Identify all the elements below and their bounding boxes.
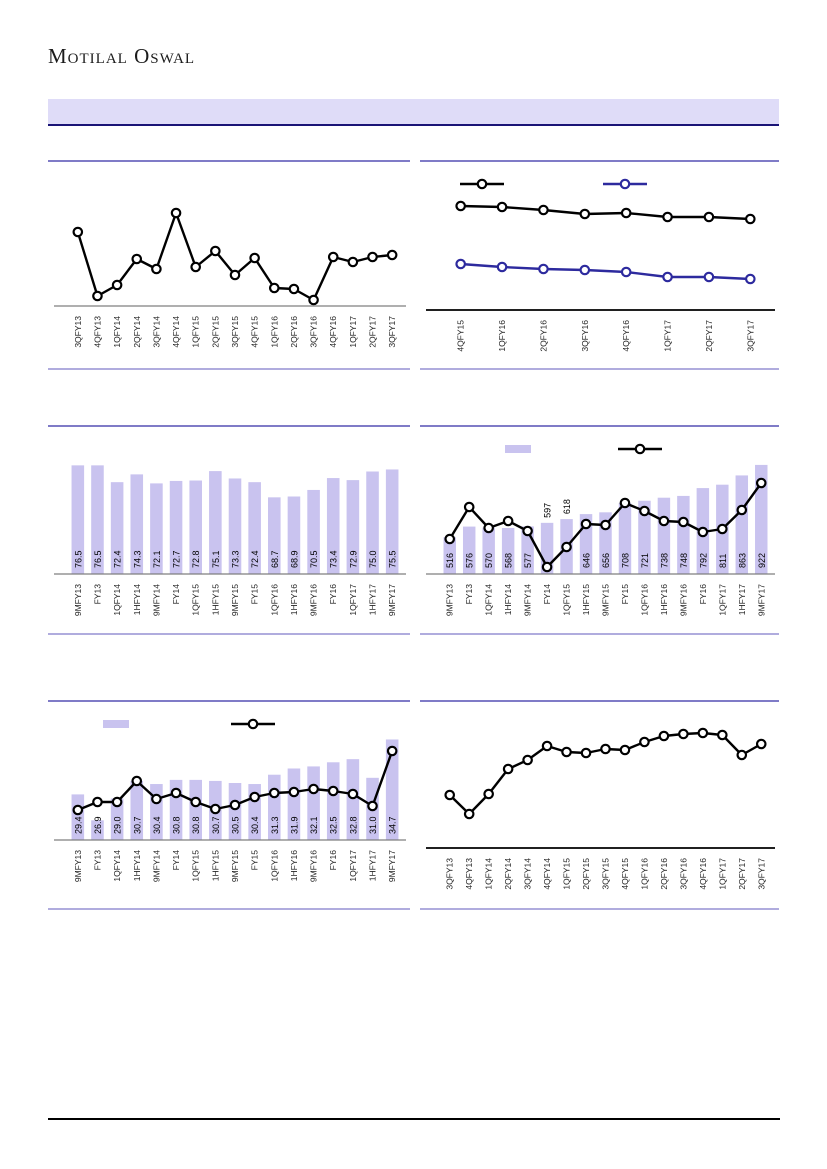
legend-line-marker [249,720,257,728]
x-tick-label: 1QFY16 [639,858,650,890]
footer-divider [48,1118,780,1120]
data-point-marker [757,479,765,487]
bar-value-label: 29.4 [73,816,84,834]
data-point-marker [660,732,668,740]
data-point-marker [465,810,473,818]
data-point-marker [679,730,687,738]
x-tick-label: 2QFY16 [538,320,549,352]
data-point-marker [446,791,454,799]
x-tick-label: 1QFY17 [347,850,358,882]
data-point-marker [562,543,570,551]
bar-value-label: 738 [659,552,670,568]
data-point-marker [388,747,396,755]
x-tick-label: FY16 [697,584,708,605]
x-tick-label: 2QFY17 [736,858,747,890]
data-point-marker [446,535,454,543]
company-logo: Motilal Oswal [48,44,196,68]
data-point-marker [757,740,765,748]
chart-panel-value-combo [420,425,779,635]
x-tick-label: 1HFY17 [367,584,378,616]
bar-value-label: 748 [678,552,689,568]
data-point-marker [172,209,180,217]
x-tick-label: 4QFY15 [455,320,466,352]
bar-value-label: 516 [445,552,456,568]
chart-canvas [48,427,410,633]
data-point-marker [250,254,258,262]
data-point-marker [746,275,754,283]
data-point-marker [152,265,160,273]
title-banner [48,99,779,126]
x-tick-label: 3QFY17 [756,858,767,890]
data-point-marker [718,731,726,739]
x-tick-label: 4QFY14 [171,316,182,348]
x-tick-label: FY16 [328,850,339,871]
x-tick-label: 9MFY14 [151,850,162,883]
data-point-marker [133,255,141,263]
data-point-marker [349,790,357,798]
data-point-marker [498,203,506,211]
data-point-marker [622,268,630,276]
x-tick-label: 1QFY17 [347,584,358,616]
bar-value-label: 29.0 [112,816,123,834]
chart-panel-quarterly-metric [48,160,410,370]
x-tick-label: 3QFY14 [522,858,533,890]
x-tick-label: 3QFY13 [72,316,83,348]
data-point-marker [211,805,219,813]
bar-value-label: 73.3 [230,550,241,568]
x-tick-label: 9MFY15 [600,584,611,617]
x-tick-label: 9MFY13 [72,850,83,883]
data-point-marker [582,749,590,757]
bar-value-label: 30.4 [250,816,261,834]
x-tick-label: 1HFY17 [736,584,747,616]
data-point-marker [523,756,531,764]
bar-value-label: 31.0 [368,816,379,834]
x-tick-label: 1QFY14 [483,858,494,890]
bar-value-label: 597 [542,502,553,518]
bar-value-label: 30.4 [151,816,162,834]
bar-value-label: 72.9 [348,550,359,568]
x-tick-label: 9MFY17 [387,584,398,617]
x-tick-label: 1QFY15 [561,858,572,890]
bar-value-label: 577 [523,552,534,568]
x-tick-label: 1QFY14 [112,850,123,882]
bar-value-label: 76.5 [92,550,103,568]
x-tick-label: FY15 [249,850,260,871]
x-tick-label: FY14 [171,850,182,871]
x-tick-label: 1QFY15 [190,850,201,882]
x-tick-label: 1QFY14 [483,584,494,616]
data-point-marker [504,765,512,773]
x-tick-label: 9MFY14 [522,584,533,617]
x-tick-label: 3QFY16 [579,320,590,352]
data-point-marker [290,285,298,293]
x-tick-label: 2QFY14 [503,858,514,890]
x-tick-label: 2QFY15 [210,316,221,348]
x-tick-label: 1QFY17 [347,316,358,348]
x-tick-label: FY14 [542,584,553,605]
data-point-marker [192,263,200,271]
bar-value-label: 73.4 [328,550,339,568]
data-point-marker [211,247,219,255]
legend-line-marker [478,180,486,188]
x-tick-label: 4QFY13 [464,858,475,890]
data-point-marker [309,785,317,793]
x-tick-label: 1HFY16 [658,584,669,616]
data-point-marker [640,507,648,515]
data-point-marker [498,263,506,271]
data-point-marker [113,281,121,289]
x-tick-label: 9MFY16 [678,584,689,617]
data-point-marker [582,520,590,528]
data-point-marker [250,793,258,801]
x-tick-label: 9MFY17 [756,584,767,617]
data-point-marker [705,213,713,221]
bar-value-label: 30.8 [191,816,202,834]
data-point-marker [543,563,551,571]
chart-panel-two-line-series [420,160,779,370]
x-tick-label: FY16 [328,584,339,605]
data-point-marker [456,260,464,268]
x-tick-label: 9MFY13 [72,584,83,617]
data-point-marker [349,258,357,266]
x-tick-label: 4QFY13 [92,316,103,348]
x-tick-label: 1HFY16 [288,584,299,616]
x-tick-label: 4QFY16 [621,320,632,352]
x-tick-label: 3QFY13 [444,858,455,890]
bar-value-label: 792 [698,552,709,568]
x-tick-label: 3QFY16 [678,858,689,890]
bar-value-label: 721 [639,552,650,568]
data-point-marker [663,273,671,281]
x-tick-label: 1QFY16 [639,584,650,616]
x-tick-label: 1HFY15 [210,850,221,882]
data-point-marker [133,777,141,785]
bar-value-label: 32.5 [328,816,339,834]
x-tick-label: 9MFY15 [230,850,240,883]
data-point-marker [705,273,713,281]
bar-value-label: 31.9 [289,816,300,834]
data-point-marker [581,210,589,218]
data-point-marker [231,801,239,809]
chart-panel-ratio-bars [48,425,410,635]
data-point-marker [74,806,82,814]
data-point-marker [746,215,754,223]
data-point-marker [660,517,668,525]
data-point-marker [309,296,317,304]
x-tick-label: 2QFY16 [288,316,299,348]
x-tick-label: 1QFY16 [269,584,280,616]
x-tick-label: 3QFY15 [600,858,611,890]
data-point-marker [699,729,707,737]
data-point-marker [581,266,589,274]
bar-value-label: 30.8 [171,816,182,834]
data-point-marker [622,209,630,217]
data-point-marker [270,789,278,797]
x-tick-label: 3QFY17 [387,316,398,348]
bar-value-label: 30.5 [230,816,241,834]
x-tick-label: 3QFY15 [230,316,240,348]
x-tick-label: 2QFY16 [658,858,669,890]
bar-value-label: 72.7 [171,550,182,568]
bar-value-label: 26.9 [92,816,103,834]
bar-value-label: 31.3 [269,816,280,834]
data-point-marker [329,253,337,261]
data-point-marker [718,525,726,533]
data-point-marker [93,292,101,300]
bar-value-label: 72.8 [191,550,202,568]
x-tick-label: 3QFY14 [151,316,162,348]
bar-value-label: 30.7 [132,816,143,834]
bar-value-label: 75.1 [210,550,221,568]
x-tick-label: 9MFY14 [151,584,162,617]
legend-line-marker [636,445,644,453]
x-tick-label: 1QFY17 [717,584,728,616]
data-point-marker [456,202,464,210]
data-point-marker [388,251,396,259]
bar-value-label: 75.0 [368,550,379,568]
x-tick-label: 4QFY14 [542,858,553,890]
bar-value-label: 646 [581,552,592,568]
data-point-marker [465,503,473,511]
data-point-marker [601,745,609,753]
data-point-marker [368,802,376,810]
x-tick-label: 2QFY17 [703,320,714,352]
bar-value-label: 74.3 [132,550,143,568]
x-tick-label: FY13 [92,584,103,605]
x-tick-label: 9MFY16 [308,850,319,883]
chart-panel-margin-combo [48,700,410,910]
x-tick-label: 1HFY15 [581,584,592,616]
data-point-marker [640,738,648,746]
bar-value-label: 570 [484,552,495,568]
x-tick-label: 1HFY16 [288,850,299,882]
bar-value-label: 863 [737,552,748,568]
data-point-marker [539,265,547,273]
bar-value-label: 34.7 [387,816,398,834]
chart-canvas [48,702,410,908]
bar-value-label: 30.7 [210,816,221,834]
data-point-marker [504,517,512,525]
bar-value-label: 68.9 [289,550,300,568]
data-point-marker [539,206,547,214]
x-tick-label: 9MFY13 [444,584,455,617]
data-point-marker [523,527,531,535]
data-line [78,213,392,300]
x-tick-label: 1QFY15 [561,584,572,616]
bar-value-label: 568 [503,552,514,568]
legend-bar-swatch [505,445,531,453]
data-point-marker [543,742,551,750]
data-point-marker [738,506,746,514]
x-tick-label: 1QFY15 [190,584,201,616]
data-point-marker [601,521,609,529]
x-tick-label: FY15 [249,584,260,605]
x-tick-label: 1HFY17 [367,850,378,882]
data-point-marker [93,798,101,806]
bar-value-label: 656 [601,552,611,568]
data-point-marker [484,524,492,532]
bar-value-label: 32.1 [309,816,320,834]
chart-canvas [420,702,779,908]
x-tick-label: 1HFY15 [210,584,221,616]
bar-value-label: 70.5 [309,550,320,568]
x-tick-label: 1QFY14 [112,316,123,348]
x-tick-label: 4QFY16 [697,858,708,890]
chart-canvas [420,162,779,368]
x-tick-label: 2QFY17 [367,316,378,348]
x-tick-label: FY13 [92,850,103,871]
x-tick-label: 9MFY15 [230,584,240,617]
bar-value-label: 68.7 [269,550,280,568]
data-point-marker [290,788,298,796]
bar-value-label: 72.4 [112,550,123,568]
x-tick-label: 4QFY16 [328,316,339,348]
chart-canvas [48,162,410,368]
x-tick-label: 2QFY15 [581,858,592,890]
bar-value-label: 811 [717,553,728,568]
bar-value-label: 618 [562,499,573,515]
x-tick-label: 4QFY15 [619,858,630,890]
chart-panel-quarterly-trend [420,700,779,910]
x-tick-label: 3QFY16 [308,316,319,348]
data-point-marker [663,213,671,221]
data-point-marker [192,798,200,806]
data-point-marker [113,798,121,806]
data-point-marker [621,499,629,507]
data-point-marker [621,746,629,754]
x-tick-label: 1HFY14 [131,584,142,616]
x-tick-label: 1QFY16 [269,850,280,882]
data-point-marker [231,271,239,279]
data-point-marker [738,751,746,759]
data-point-marker [679,518,687,526]
data-point-marker [368,253,376,261]
x-tick-label: FY15 [619,584,630,605]
bar-value-label: 32.8 [348,816,359,834]
x-tick-label: 4QFY15 [249,316,260,348]
legend-bar-swatch [103,720,129,728]
data-point-marker [152,795,160,803]
legend-line-marker [621,180,629,188]
data-point-marker [270,284,278,292]
x-tick-label: 9MFY16 [308,584,319,617]
data-point-marker [74,228,82,236]
data-point-marker [484,790,492,798]
chart-canvas [420,427,779,633]
x-tick-label: 1QFY17 [717,858,728,890]
x-tick-label: 1QFY16 [497,320,508,352]
bar-value-label: 922 [756,552,767,568]
x-tick-label: 1QFY16 [269,316,280,348]
x-tick-label: 1QFY14 [112,584,123,616]
x-tick-label: 2QFY14 [131,316,142,348]
bar-value-label: 76.5 [73,550,84,568]
x-tick-label: 3QFY17 [745,320,756,352]
data-point-marker [562,748,570,756]
bar-value-label: 576 [464,552,475,568]
bar-value-label: 75.5 [387,550,398,568]
x-tick-label: 9MFY17 [387,850,398,883]
bar-value-label: 72.1 [151,550,162,568]
x-tick-label: 1HFY14 [503,584,514,616]
data-point-marker [329,787,337,795]
data-point-marker [699,528,707,536]
bar-value-label: 72.4 [250,550,261,568]
x-tick-label: 1QFY17 [662,320,673,352]
x-tick-label: FY14 [171,584,182,605]
data-point-marker [172,789,180,797]
bar-value-label: 708 [620,552,631,568]
x-tick-label: 1QFY15 [190,316,201,348]
x-tick-label: 1HFY14 [131,850,142,882]
x-tick-label: FY13 [464,584,475,605]
